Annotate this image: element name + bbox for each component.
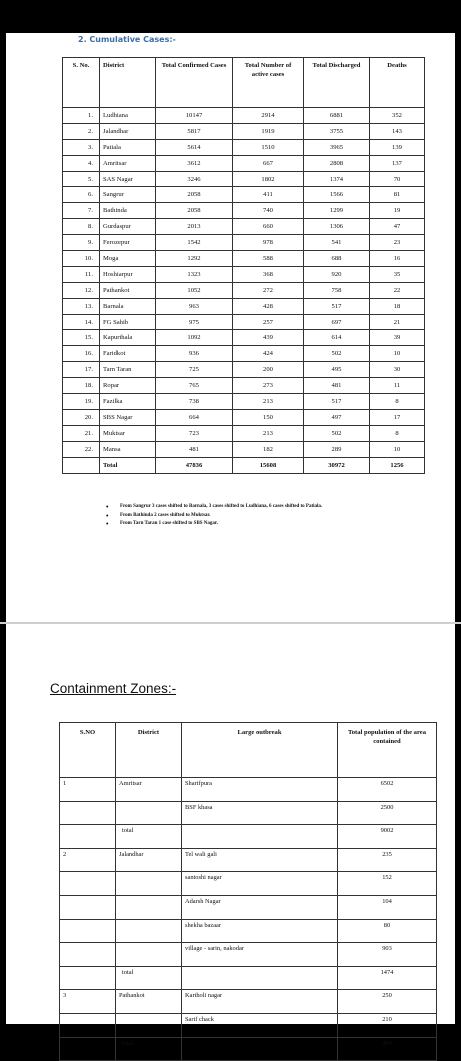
table-row <box>60 990 437 1014</box>
cell-sno: 15. <box>63 330 100 346</box>
cell-population: 104 <box>338 895 437 919</box>
cell-deaths: 8 <box>370 425 425 441</box>
header-discharged: Total Discharged <box>304 58 370 108</box>
cell-deaths: 21 <box>370 314 425 330</box>
table-row <box>60 919 437 943</box>
cell-deaths: 39 <box>370 330 425 346</box>
cell-active: 740 <box>233 203 304 219</box>
cell-confirmed: 963 <box>156 298 233 314</box>
cell-population: 2500 <box>338 801 437 825</box>
cell-district: Gurdaspur <box>100 219 156 235</box>
cell-district <box>116 801 182 825</box>
table-row <box>63 425 425 441</box>
cell-sno <box>60 801 116 825</box>
cell-outbreak: santoshi nagar <box>182 872 338 896</box>
cell-confirmed: 1092 <box>156 330 233 346</box>
cell-confirmed: 765 <box>156 378 233 394</box>
cell-district: Amritsar <box>100 155 156 171</box>
cell-active: 428 <box>233 298 304 314</box>
cell-outbreak <box>182 966 338 990</box>
cell-sno: 2. <box>63 123 100 139</box>
cell-district <box>116 872 182 896</box>
cell-active: 272 <box>233 282 304 298</box>
cell-district: SAS Nagar <box>100 171 156 187</box>
cell-sno: 20. <box>63 409 100 425</box>
header-sno: S. No. <box>63 58 100 108</box>
total-deaths: 1256 <box>370 457 425 473</box>
table-header-row <box>60 723 437 778</box>
cell-active: 1802 <box>233 171 304 187</box>
table-row <box>60 1037 437 1061</box>
cell-district: Tarn Taran <box>100 362 156 378</box>
cell-confirmed: 3246 <box>156 171 233 187</box>
cell-sno <box>63 457 100 473</box>
table-row <box>63 235 425 251</box>
cell-population: 460 <box>338 1037 437 1061</box>
cell-discharged: 495 <box>304 362 370 378</box>
cell-sno: 14. <box>63 314 100 330</box>
cell-deaths: 22 <box>370 282 425 298</box>
cell-district: Ferozepur <box>100 235 156 251</box>
cell-district <box>116 919 182 943</box>
table-row <box>60 848 437 872</box>
cell-confirmed: 10147 <box>156 108 233 124</box>
cell-district: total <box>116 825 182 849</box>
cell-sno <box>60 919 116 943</box>
cell-active: 660 <box>233 219 304 235</box>
cell-district: Jalandhar <box>100 123 156 139</box>
cell-active: 200 <box>233 362 304 378</box>
cell-deaths: 352 <box>370 108 425 124</box>
cumulative-cases-table <box>62 57 425 474</box>
cell-sno: 2 <box>60 848 116 872</box>
header-active: Total Number of active cases <box>233 58 304 108</box>
cell-sno: 6. <box>63 187 100 203</box>
cell-outbreak: BSF khasa <box>182 801 338 825</box>
cell-sno: 13. <box>63 298 100 314</box>
cell-outbreak: shekha bazaar <box>182 919 338 943</box>
cell-sno <box>60 872 116 896</box>
cell-outbreak <box>182 825 338 849</box>
table-row <box>63 298 425 314</box>
table-row <box>60 1013 437 1037</box>
cell-sno: 5. <box>63 171 100 187</box>
cell-district: FG Sahib <box>100 314 156 330</box>
total-discharged: 30972 <box>304 457 370 473</box>
cell-district: Faridkot <box>100 346 156 362</box>
document-page-1 <box>6 33 455 622</box>
cell-outbreak: Kartholi nagar <box>182 990 338 1014</box>
table-row <box>63 123 425 139</box>
cell-district: Ludhiana <box>100 108 156 124</box>
cell-district: Kapurthala <box>100 330 156 346</box>
note-item: • From Bathinda 2 cases shifted to Muktsar. <box>106 512 322 521</box>
cell-confirmed: 1323 <box>156 266 233 282</box>
cell-district: Jalandhar <box>116 848 182 872</box>
top-black-bar <box>0 0 461 33</box>
cell-sno: 3 <box>60 990 116 1014</box>
cell-active: 257 <box>233 314 304 330</box>
cell-population: 6502 <box>338 778 437 802</box>
cell-sno <box>60 1037 116 1061</box>
cell-district <box>116 1013 182 1037</box>
cell-active: 273 <box>233 378 304 394</box>
cell-district: Pathankot <box>100 282 156 298</box>
cell-discharged: 517 <box>304 298 370 314</box>
cell-confirmed: 936 <box>156 346 233 362</box>
table-row <box>60 966 437 990</box>
cell-district: Barnala <box>100 298 156 314</box>
table-row <box>60 801 437 825</box>
table-row <box>63 378 425 394</box>
cell-confirmed: 1292 <box>156 251 233 267</box>
cell-discharged: 3755 <box>304 123 370 139</box>
cell-discharged: 3965 <box>304 139 370 155</box>
header-sno: S.NO <box>60 723 116 778</box>
cell-confirmed: 2013 <box>156 219 233 235</box>
cell-population: 235 <box>338 848 437 872</box>
cell-sno: 4. <box>63 155 100 171</box>
note-item: • From Tarn Taran 1 case shifted to SBS Nagar. <box>106 520 322 529</box>
table-row <box>60 895 437 919</box>
table-row <box>63 330 425 346</box>
notes-list <box>106 503 322 529</box>
header-district: District <box>116 723 182 778</box>
cell-outbreak: Sarif chack <box>182 1013 338 1037</box>
table-row <box>63 203 425 219</box>
cell-district <box>116 895 182 919</box>
cell-district: SBS Nagar <box>100 409 156 425</box>
cell-active: 2914 <box>233 108 304 124</box>
cell-sno <box>60 825 116 849</box>
cell-outbreak: Tel wali gali <box>182 848 338 872</box>
cell-sno: 18. <box>63 378 100 394</box>
cell-sno <box>60 943 116 967</box>
cell-district: Muktsar <box>100 425 156 441</box>
cell-active: 368 <box>233 266 304 282</box>
cell-confirmed: 723 <box>156 425 233 441</box>
cell-discharged: 758 <box>304 282 370 298</box>
cell-population: 903 <box>338 943 437 967</box>
document-page-2 <box>6 624 455 1047</box>
cell-district: Mansa <box>100 441 156 457</box>
table-row <box>63 251 425 267</box>
cell-population: 152 <box>338 872 437 896</box>
cell-district: total <box>116 966 182 990</box>
cell-deaths: 23 <box>370 235 425 251</box>
cell-outbreak: village - sarin, nakodar <box>182 943 338 967</box>
cell-district <box>116 943 182 967</box>
cell-deaths: 70 <box>370 171 425 187</box>
table-row <box>60 872 437 896</box>
table-row <box>63 314 425 330</box>
cell-deaths: 35 <box>370 266 425 282</box>
cell-discharged: 502 <box>304 346 370 362</box>
cell-active: 213 <box>233 425 304 441</box>
header-confirmed: Total Confirmed Cases <box>156 58 233 108</box>
cell-confirmed: 975 <box>156 314 233 330</box>
cell-active: 182 <box>233 441 304 457</box>
header-district: District <box>100 58 156 108</box>
cell-deaths: 139 <box>370 139 425 155</box>
cell-discharged: 920 <box>304 266 370 282</box>
cell-active: 150 <box>233 409 304 425</box>
table-row <box>63 394 425 410</box>
cell-deaths: 137 <box>370 155 425 171</box>
table-row <box>63 171 425 187</box>
cell-active: 588 <box>233 251 304 267</box>
cell-deaths: 47 <box>370 219 425 235</box>
header-population: Total population of the area contained <box>338 723 437 778</box>
cell-discharged: 1374 <box>304 171 370 187</box>
cell-district: Sangrur <box>100 187 156 203</box>
table-row <box>60 943 437 967</box>
total-active: 15608 <box>233 457 304 473</box>
cell-sno: 1. <box>63 108 100 124</box>
note-item: • From Sangrur 3 cases shifted to Barnala, 3 cases shifted to Ludhiana, 6 cases shifted to Patiala. <box>106 503 322 512</box>
cell-active: 1510 <box>233 139 304 155</box>
containment-zones-title: Containment Zones:- <box>50 681 177 696</box>
table-row <box>60 825 437 849</box>
containment-zones-table <box>59 722 437 1061</box>
cell-deaths: 18 <box>370 298 425 314</box>
cell-active: 213 <box>233 394 304 410</box>
cell-district: Bathinda <box>100 203 156 219</box>
cell-sno: 8. <box>63 219 100 235</box>
cell-discharged: 1306 <box>304 219 370 235</box>
table-row <box>63 362 425 378</box>
cell-population: 250 <box>338 990 437 1014</box>
cell-discharged: 502 <box>304 425 370 441</box>
cell-district: Moga <box>100 251 156 267</box>
cell-sno: 9. <box>63 235 100 251</box>
table-row <box>63 187 425 203</box>
cell-sno: 16. <box>63 346 100 362</box>
table-row <box>63 139 425 155</box>
section-title: 2. Cumulative Cases:- <box>78 35 176 44</box>
cell-sno: 17. <box>63 362 100 378</box>
cell-confirmed: 2058 <box>156 187 233 203</box>
cell-sno: 7. <box>63 203 100 219</box>
cell-active: 411 <box>233 187 304 203</box>
cell-discharged: 1299 <box>304 203 370 219</box>
cell-active: 978 <box>233 235 304 251</box>
cell-confirmed: 2058 <box>156 203 233 219</box>
cell-discharged: 688 <box>304 251 370 267</box>
total-row <box>63 457 425 473</box>
cell-confirmed: 1542 <box>156 235 233 251</box>
cell-confirmed: 481 <box>156 441 233 457</box>
cell-active: 424 <box>233 346 304 362</box>
cell-sno: 3. <box>63 139 100 155</box>
cell-active: 667 <box>233 155 304 171</box>
cell-district: Pathankot <box>116 990 182 1014</box>
cell-active: 1919 <box>233 123 304 139</box>
header-outbreak: Large outbreak <box>182 723 338 778</box>
cell-outbreak: Adarsh Nagar <box>182 895 338 919</box>
cell-population: 80 <box>338 919 437 943</box>
cell-deaths: 16 <box>370 251 425 267</box>
cell-discharged: 614 <box>304 330 370 346</box>
cell-deaths: 11 <box>370 378 425 394</box>
header-deaths: Deaths <box>370 58 425 108</box>
table-row <box>63 219 425 235</box>
cell-sno: 11. <box>63 266 100 282</box>
cell-sno: 19. <box>63 394 100 410</box>
cell-discharged: 481 <box>304 378 370 394</box>
cell-confirmed: 1052 <box>156 282 233 298</box>
table-header-row <box>63 58 425 108</box>
cell-confirmed: 664 <box>156 409 233 425</box>
cell-sno <box>60 966 116 990</box>
total-confirmed: 47836 <box>156 457 233 473</box>
cell-deaths: 143 <box>370 123 425 139</box>
cell-deaths: 8 <box>370 394 425 410</box>
cell-discharged: 1566 <box>304 187 370 203</box>
cell-district: total <box>116 1037 182 1061</box>
cell-sno: 21. <box>63 425 100 441</box>
cell-sno: 10. <box>63 251 100 267</box>
cell-confirmed: 5817 <box>156 123 233 139</box>
cell-population: 210 <box>338 1013 437 1037</box>
table-row <box>63 266 425 282</box>
cell-discharged: 497 <box>304 409 370 425</box>
cell-discharged: 517 <box>304 394 370 410</box>
cell-discharged: 2808 <box>304 155 370 171</box>
cell-district: Ropar <box>100 378 156 394</box>
cell-confirmed: 738 <box>156 394 233 410</box>
cell-confirmed: 725 <box>156 362 233 378</box>
cell-active: 439 <box>233 330 304 346</box>
table-row <box>63 155 425 171</box>
cell-discharged: 697 <box>304 314 370 330</box>
cell-discharged: 6881 <box>304 108 370 124</box>
cell-deaths: 10 <box>370 441 425 457</box>
cell-deaths: 30 <box>370 362 425 378</box>
cell-sno: 22. <box>63 441 100 457</box>
table-row <box>63 346 425 362</box>
cell-sno: 12. <box>63 282 100 298</box>
cell-sno <box>60 895 116 919</box>
cell-outbreak: Sharifpura <box>182 778 338 802</box>
cell-district: Fazilka <box>100 394 156 410</box>
table-row <box>63 441 425 457</box>
cell-outbreak <box>182 1037 338 1061</box>
cell-deaths: 19 <box>370 203 425 219</box>
cell-discharged: 289 <box>304 441 370 457</box>
cell-deaths: 10 <box>370 346 425 362</box>
table-row <box>60 778 437 802</box>
table-row <box>63 108 425 124</box>
cell-discharged: 541 <box>304 235 370 251</box>
total-label: Total <box>100 457 156 473</box>
cell-sno: 1 <box>60 778 116 802</box>
cell-deaths: 17 <box>370 409 425 425</box>
cell-sno <box>60 1013 116 1037</box>
cell-district: Patiala <box>100 139 156 155</box>
cell-population: 9002 <box>338 825 437 849</box>
cell-confirmed: 5614 <box>156 139 233 155</box>
cell-population: 1474 <box>338 966 437 990</box>
table-row <box>63 282 425 298</box>
cell-confirmed: 3612 <box>156 155 233 171</box>
cell-district: Amritsar <box>116 778 182 802</box>
cell-deaths: 81 <box>370 187 425 203</box>
table-row <box>63 409 425 425</box>
cell-district: Hoshiarpur <box>100 266 156 282</box>
